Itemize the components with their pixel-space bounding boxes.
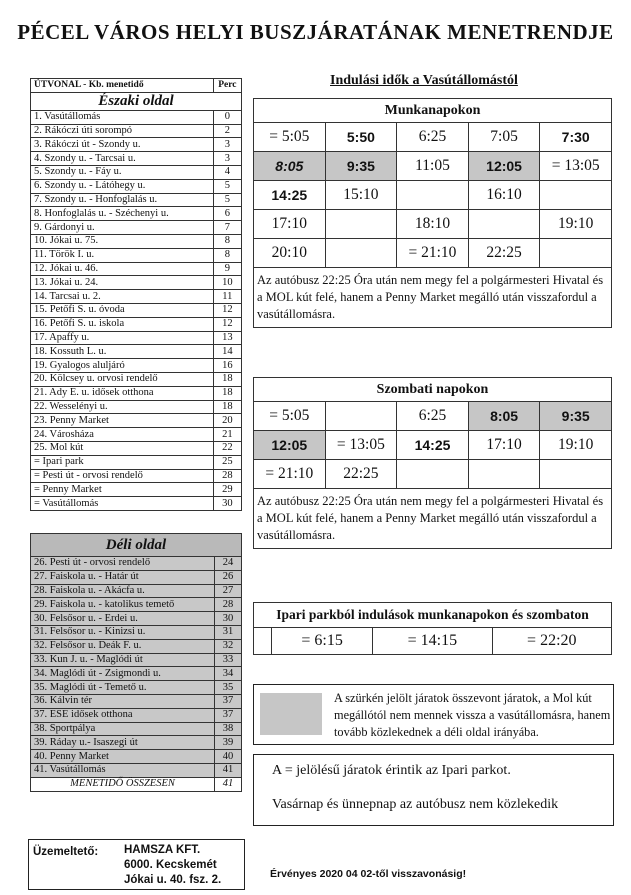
- operator-box: [28, 839, 245, 890]
- time-cell: [468, 210, 540, 239]
- route-row: [31, 372, 242, 386]
- stop-name: 18. Kossuth L. u.: [31, 345, 214, 359]
- stop-minutes: 12: [213, 317, 241, 331]
- stop-minutes: 18: [213, 386, 241, 400]
- stop-name: 41. Vasútállomás: [31, 763, 215, 777]
- route-row: [31, 750, 242, 764]
- total-row: [31, 777, 242, 791]
- stop-minutes: 33: [215, 653, 242, 667]
- stop-name: 9. Gárdonyi u.: [31, 221, 214, 235]
- time-cell: = 21:10: [397, 239, 469, 268]
- time-cell: 16:10: [468, 181, 540, 210]
- stop-name: 35. Maglódi út - Temető u.: [31, 681, 215, 695]
- ipari-time: = 22:20: [492, 628, 611, 655]
- time-cell: [325, 239, 397, 268]
- route-row: [31, 386, 242, 400]
- time-cell: 18:10: [397, 210, 469, 239]
- notes-box: [253, 754, 614, 826]
- stop-name: 1. Vasútállomás: [31, 110, 214, 124]
- route-row: [31, 110, 242, 124]
- stop-minutes: 38: [215, 722, 242, 736]
- route-row: [31, 290, 242, 304]
- route-row: [31, 152, 242, 166]
- stop-minutes: 13: [213, 331, 241, 345]
- stop-name: 7. Szondy u. - Honfoglalás u.: [31, 193, 214, 207]
- route-row: [31, 331, 242, 345]
- stop-name: 40. Penny Market: [31, 750, 215, 764]
- stop-minutes: 26: [215, 570, 242, 584]
- stop-name: 13. Jókai u. 24.: [31, 276, 214, 290]
- time-cell: 11:05: [397, 152, 469, 181]
- route-row: [31, 570, 242, 584]
- departures-title: Indulási idők a Vasútállomástól: [330, 73, 518, 88]
- route-row: [31, 414, 242, 428]
- route-row: [31, 317, 242, 331]
- time-cell: [540, 460, 612, 489]
- route-row: [31, 584, 242, 598]
- stop-name: 21. Ady E. u. idősek otthona: [31, 386, 214, 400]
- stop-minutes: 18: [213, 372, 241, 386]
- route-row: [31, 207, 242, 221]
- operator-label: Üzemeltető:: [33, 846, 99, 858]
- stop-name: 11. Török I. u.: [31, 248, 214, 262]
- total-label: MENETIDŐ ÖSSZESEN: [31, 777, 215, 791]
- time-cell: 12:05: [254, 431, 326, 460]
- route-row: [31, 400, 242, 414]
- route-row: [31, 262, 242, 276]
- stop-minutes: 21: [213, 428, 241, 442]
- stop-minutes: 27: [215, 584, 242, 598]
- stop-name: 20. Kölcsey u. orvosi rendelő: [31, 372, 214, 386]
- route-row: [31, 667, 242, 681]
- route-row: [31, 497, 242, 511]
- stop-name: 14. Tarcsai u. 2.: [31, 290, 214, 304]
- page-title: PÉCEL VÁROS HELYI BUSZJÁRATÁNAK MENETRENDJE: [17, 20, 614, 44]
- stop-name: 24. Városháza: [31, 428, 214, 442]
- stop-name: 2. Rákóczi úti sorompó: [31, 124, 214, 138]
- time-cell: = 21:10: [254, 460, 326, 489]
- operator-name: HAMSZA KFT.: [124, 844, 201, 856]
- route-row: [31, 483, 242, 497]
- stop-minutes: 2: [213, 124, 241, 138]
- route-row: [31, 694, 242, 708]
- stop-minutes: 22: [213, 441, 241, 455]
- time-cell: 7:30: [540, 123, 612, 152]
- route-row: [31, 598, 242, 612]
- stop-minutes: 12: [213, 303, 241, 317]
- stop-name: 32. Felsősor u. Deák F. u.: [31, 639, 215, 653]
- route-row: [31, 612, 242, 626]
- time-cell: 12:05: [468, 152, 540, 181]
- stop-minutes: 28: [213, 469, 241, 483]
- route-row: [31, 124, 242, 138]
- stop-minutes: 10: [213, 276, 241, 290]
- stop-name: 3. Rákóczi út - Szondy u.: [31, 138, 214, 152]
- note-sunday: Vasárnap és ünnepnap az autóbusz nem közlekedik: [272, 797, 559, 812]
- route-row: [31, 345, 242, 359]
- stop-name: = Penny Market: [31, 483, 214, 497]
- stop-minutes: 37: [215, 694, 242, 708]
- north-section-title: Északi oldal: [31, 92, 242, 110]
- stop-name: 12. Jókai u. 46.: [31, 262, 214, 276]
- time-cell: 9:35: [540, 402, 612, 431]
- saturday-title: Szombati napokon: [254, 378, 612, 402]
- stop-name: 17. Apaffy u.: [31, 331, 214, 345]
- stop-name: 37. ESE idősek otthona: [31, 708, 215, 722]
- route-row: [31, 708, 242, 722]
- time-cell: 20:10: [254, 239, 326, 268]
- ipari-title: Ipari parkból indulások munkanapokon és szombaton: [254, 603, 612, 628]
- validity-note: Érvényes 2020 04 02-től visszavonásig!: [270, 868, 467, 880]
- stop-minutes: 7: [213, 221, 241, 235]
- stop-minutes: 8: [213, 234, 241, 248]
- stop-minutes: 31: [215, 625, 242, 639]
- stop-minutes: 20: [213, 414, 241, 428]
- stop-minutes: 34: [215, 667, 242, 681]
- time-cell: 19:10: [540, 210, 612, 239]
- stop-minutes: 29: [213, 483, 241, 497]
- time-cell: [325, 402, 397, 431]
- route-table-south: [30, 533, 242, 792]
- route-row: [31, 722, 242, 736]
- route-row: [31, 763, 242, 777]
- time-cell: [397, 181, 469, 210]
- stop-name: 25. Mol kút: [31, 441, 214, 455]
- ipari-park-table: [253, 602, 612, 655]
- time-cell: [468, 460, 540, 489]
- stop-minutes: 3: [213, 138, 241, 152]
- time-cell: 5:50: [325, 123, 397, 152]
- time-cell: 7:05: [468, 123, 540, 152]
- time-cell: [325, 210, 397, 239]
- route-row: [31, 179, 242, 193]
- stop-minutes: 11: [213, 290, 241, 304]
- stop-minutes: 35: [215, 681, 242, 695]
- stop-minutes: 0: [213, 110, 241, 124]
- south-section-title: Déli oldal: [31, 534, 242, 557]
- weekday-note: Az autóbusz 22:25 Óra után nem megy fel a polgármesteri Hivatal és a MOL kút felé, hanem a Penny Market megálló után visszafordul a vasútállomásra.: [254, 268, 612, 328]
- stop-minutes: 25: [213, 455, 241, 469]
- stop-minutes: 8: [213, 248, 241, 262]
- saturday-schedule: [253, 377, 612, 549]
- time-cell: 17:10: [468, 431, 540, 460]
- time-cell: 6:25: [397, 402, 469, 431]
- stop-minutes: 5: [213, 193, 241, 207]
- stop-name: 39. Ráday u.- Isaszegi út: [31, 736, 215, 750]
- time-cell: 8:05: [468, 402, 540, 431]
- route-header: ÚTVONAL - Kb. menetidő: [31, 79, 214, 93]
- route-row: [31, 428, 242, 442]
- route-row: [31, 165, 242, 179]
- time-cell: 14:25: [254, 181, 326, 210]
- time-cell: = 13:05: [325, 431, 397, 460]
- time-cell: 17:10: [254, 210, 326, 239]
- stop-minutes: 18: [213, 400, 241, 414]
- stop-minutes: 6: [213, 207, 241, 221]
- stop-name: = Ipari park: [31, 455, 214, 469]
- time-cell: 8:05: [254, 152, 326, 181]
- stop-minutes: 39: [215, 736, 242, 750]
- time-cell: 19:10: [540, 431, 612, 460]
- saturday-note: Az autóbusz 22:25 Óra után nem megy fel a polgármesteri Hivatal és a MOL kút felé, hanem a Penny Market megálló után visszafordul a vasútállomásra.: [254, 489, 612, 549]
- route-row: [31, 303, 242, 317]
- stop-name: 36. Kálvin tér: [31, 694, 215, 708]
- gray-swatch: [260, 693, 322, 735]
- route-row: [31, 193, 242, 207]
- stop-name: = Pesti út - orvosi rendelő: [31, 469, 214, 483]
- stop-minutes: 4: [213, 165, 241, 179]
- time-cell: 6:25: [397, 123, 469, 152]
- stop-name: 16. Petőfi S. u. iskola: [31, 317, 214, 331]
- stop-name: 33. Kun J. u. - Maglódi út: [31, 653, 215, 667]
- stop-minutes: 14: [213, 345, 241, 359]
- time-cell: [540, 239, 612, 268]
- route-row: [31, 276, 242, 290]
- route-row: [31, 441, 242, 455]
- route-row: [31, 469, 242, 483]
- route-row: [31, 455, 242, 469]
- stop-minutes: 3: [213, 152, 241, 166]
- route-row: [31, 625, 242, 639]
- stop-name: 5. Szondy u. - Fáy u.: [31, 165, 214, 179]
- stop-name: 28. Faiskola u. - Akácfa u.: [31, 584, 215, 598]
- stop-name: 29. Faiskola u. - katolikus temető: [31, 598, 215, 612]
- legend-box: [253, 684, 614, 745]
- route-row: [31, 234, 242, 248]
- stop-minutes: 24: [215, 557, 242, 571]
- route-row: [31, 359, 242, 373]
- stop-name: 23. Penny Market: [31, 414, 214, 428]
- note-a: A = jelölésű járatok érintik az Ipari parkot.: [272, 763, 511, 778]
- stop-name: 10. Jókai u. 75.: [31, 234, 214, 248]
- stop-name: 30. Felsősor u. - Erdei u.: [31, 612, 215, 626]
- perc-header: Perc: [213, 79, 241, 93]
- operator-address: Jókai u. 40. fsz. 2.: [124, 874, 222, 886]
- route-row: [31, 248, 242, 262]
- stop-minutes: 30: [215, 612, 242, 626]
- time-cell: [540, 181, 612, 210]
- time-cell: 22:25: [468, 239, 540, 268]
- time-cell: = 13:05: [540, 152, 612, 181]
- stop-minutes: 5: [213, 179, 241, 193]
- operator-city: 6000. Kecskemét: [124, 859, 217, 871]
- stop-name: 19. Gyalogos aluljáró: [31, 359, 214, 373]
- ipari-time: = 14:15: [373, 628, 492, 655]
- time-cell: = 5:05: [254, 123, 326, 152]
- stop-name: 27. Faiskola u. - Határ út: [31, 570, 215, 584]
- ipari-time: = 6:15: [272, 628, 373, 655]
- time-cell: 15:10: [325, 181, 397, 210]
- weekday-title: Munkanapokon: [254, 99, 612, 123]
- stop-name: 34. Maglódi út - Zsigmondi u.: [31, 667, 215, 681]
- stop-minutes: 9: [213, 262, 241, 276]
- stop-name: 31. Felsősor u. - Kinizsi u.: [31, 625, 215, 639]
- route-row: [31, 221, 242, 235]
- weekday-schedule: [253, 98, 612, 328]
- time-cell: [397, 460, 469, 489]
- stop-minutes: 32: [215, 639, 242, 653]
- stop-name: 4. Szondy u. - Tarcsai u.: [31, 152, 214, 166]
- stop-minutes: 40: [215, 750, 242, 764]
- legend-text: A szürkén jelölt járatok összevont járatok, a Mol kút megállótól nem mennek vissza a vasútállomásra, hanem tovább közlekednek a déli oldal irányába.: [334, 691, 611, 739]
- stop-name: 26. Pesti út - orvosi rendelő: [31, 557, 215, 571]
- stop-name: 22. Wesselényi u.: [31, 400, 214, 414]
- route-row: [31, 557, 242, 571]
- time-cell: 14:25: [397, 431, 469, 460]
- total-value: 41: [215, 777, 242, 791]
- time-cell: 22:25: [325, 460, 397, 489]
- stop-minutes: 16: [213, 359, 241, 373]
- stop-name: 15. Petőfi S. u. óvoda: [31, 303, 214, 317]
- stop-name: 38. Sportpálya: [31, 722, 215, 736]
- stop-name: 6. Szondy u. - Látóhegy u.: [31, 179, 214, 193]
- route-table-north: [30, 78, 242, 511]
- stop-minutes: 41: [215, 763, 242, 777]
- route-row: [31, 681, 242, 695]
- route-row: [31, 653, 242, 667]
- stop-minutes: 30: [213, 497, 241, 511]
- stop-minutes: 28: [215, 598, 242, 612]
- stop-name: 8. Honfoglalás u. - Széchenyi u.: [31, 207, 214, 221]
- stop-name: = Vasútállomás: [31, 497, 214, 511]
- route-row: [31, 639, 242, 653]
- route-row: [31, 736, 242, 750]
- stop-minutes: 37: [215, 708, 242, 722]
- route-row: [31, 138, 242, 152]
- time-cell: = 5:05: [254, 402, 326, 431]
- time-cell: 9:35: [325, 152, 397, 181]
